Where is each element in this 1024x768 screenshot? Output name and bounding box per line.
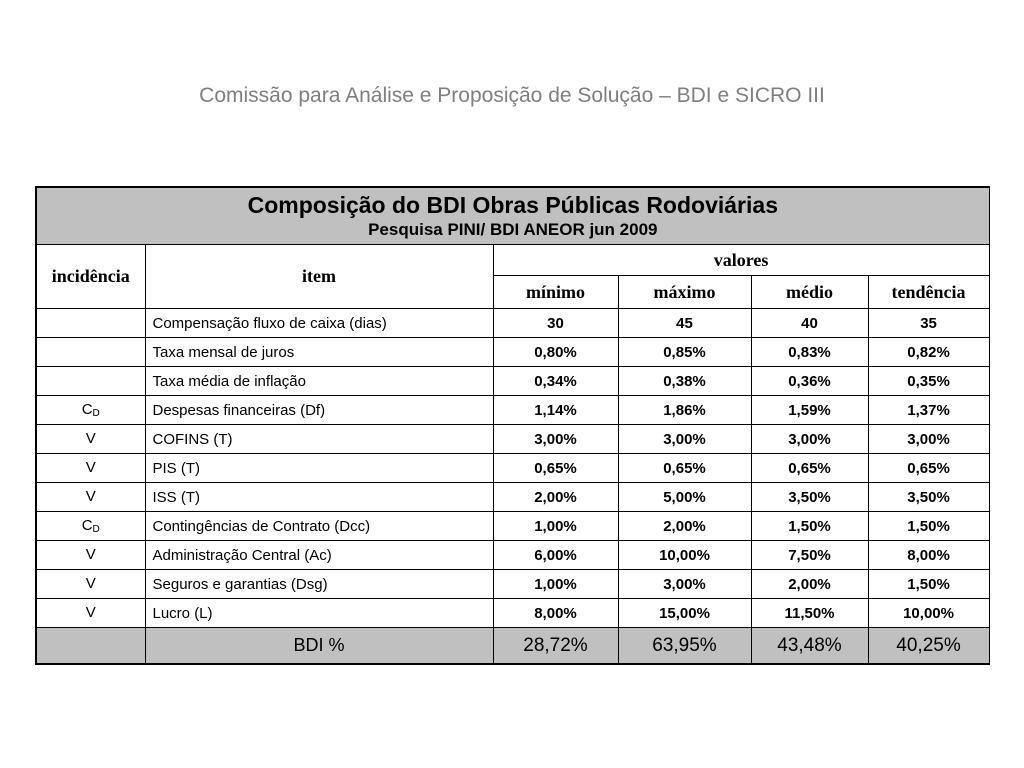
value-medio: 2,00% bbox=[751, 570, 868, 599]
item-cell: COFINS (T) bbox=[145, 425, 493, 454]
incidencia-value: V bbox=[85, 430, 96, 447]
incidencia-subscript: D bbox=[92, 408, 100, 419]
column-header-medio: médio bbox=[751, 276, 868, 309]
value-minimo: 0,34% bbox=[493, 367, 618, 396]
value-maximo: 0,65% bbox=[618, 454, 751, 483]
item-cell: Contingências de Contrato (Dcc) bbox=[145, 512, 493, 541]
value-minimo: 1,00% bbox=[493, 570, 618, 599]
value-maximo: 2,00% bbox=[618, 512, 751, 541]
table-row bbox=[36, 309, 989, 338]
incidencia-cell bbox=[36, 309, 145, 338]
column-header-maximo: máximo bbox=[618, 276, 751, 309]
incidencia-cell bbox=[36, 367, 145, 396]
value-medio: 0,36% bbox=[751, 367, 868, 396]
value-minimo: 30 bbox=[493, 309, 618, 338]
table-subtitle: Pesquisa PINI/ BDI ANEOR jun 2009 bbox=[368, 220, 658, 239]
column-header-tendencia: tendência bbox=[868, 276, 989, 309]
column-header-minimo: mínimo bbox=[493, 276, 618, 309]
value-minimo: 0,65% bbox=[493, 454, 618, 483]
incidencia-value: V bbox=[85, 488, 96, 505]
item-cell: Taxa média de inflação bbox=[145, 367, 493, 396]
table-row bbox=[36, 425, 989, 454]
value-tendencia: 0,35% bbox=[868, 367, 989, 396]
incidencia-cell bbox=[36, 338, 145, 367]
value-tendencia: 3,50% bbox=[868, 483, 989, 512]
table-row bbox=[36, 570, 989, 599]
incidencia-cell bbox=[36, 425, 145, 454]
item-cell: Seguros e garantias (Dsg) bbox=[145, 570, 493, 599]
incidencia-subscript: D bbox=[92, 524, 100, 535]
table-header bbox=[36, 187, 989, 245]
value-tendencia: 0,65% bbox=[868, 454, 989, 483]
value-medio: 3,50% bbox=[751, 483, 868, 512]
item-cell: ISS (T) bbox=[145, 483, 493, 512]
incidencia-cell bbox=[36, 396, 145, 425]
table-row bbox=[36, 367, 989, 396]
incidencia-value: V bbox=[85, 604, 96, 621]
incidencia-value: V bbox=[85, 459, 96, 476]
item-cell: Taxa mensal de juros bbox=[145, 338, 493, 367]
table-row bbox=[36, 483, 989, 512]
value-minimo: 6,00% bbox=[493, 541, 618, 570]
table-row bbox=[36, 512, 989, 541]
total-label: BDI % bbox=[145, 628, 493, 665]
value-minimo: 1,14% bbox=[493, 396, 618, 425]
total-minimo: 28,72% bbox=[493, 628, 618, 665]
total-maximo: 63,95% bbox=[618, 628, 751, 665]
value-maximo: 3,00% bbox=[618, 570, 751, 599]
value-medio: 40 bbox=[751, 309, 868, 338]
incidencia-value: C bbox=[81, 401, 93, 418]
value-tendencia: 1,37% bbox=[868, 396, 989, 425]
value-tendencia: 8,00% bbox=[868, 541, 989, 570]
total-row bbox=[36, 628, 989, 665]
value-minimo: 3,00% bbox=[493, 425, 618, 454]
value-medio: 1,50% bbox=[751, 512, 868, 541]
table-title: Composição do BDI Obras Públicas Rodoviárias bbox=[247, 192, 778, 218]
value-minimo: 0,80% bbox=[493, 338, 618, 367]
item-cell: PIS (T) bbox=[145, 454, 493, 483]
value-tendencia: 3,00% bbox=[868, 425, 989, 454]
incidencia-cell bbox=[36, 454, 145, 483]
item-cell: Lucro (L) bbox=[145, 599, 493, 628]
value-minimo: 8,00% bbox=[493, 599, 618, 628]
value-medio: 3,00% bbox=[751, 425, 868, 454]
value-maximo: 10,00% bbox=[618, 541, 751, 570]
slide-title: Comissão para Análise e Proposição de Solução – BDI e SICRO III bbox=[199, 84, 825, 107]
value-medio: 7,50% bbox=[751, 541, 868, 570]
table-row bbox=[36, 541, 989, 570]
value-tendencia: 10,00% bbox=[868, 599, 989, 628]
bdi-composition-table bbox=[35, 186, 990, 665]
total-medio: 43,48% bbox=[751, 628, 868, 665]
incidencia-cell bbox=[36, 512, 145, 541]
total-tendencia: 40,25% bbox=[868, 628, 989, 665]
table-row bbox=[36, 396, 989, 425]
value-medio: 0,83% bbox=[751, 338, 868, 367]
value-maximo: 0,38% bbox=[618, 367, 751, 396]
incidencia-value: V bbox=[85, 575, 96, 592]
item-cell: Administração Central (Ac) bbox=[145, 541, 493, 570]
total-empty-cell bbox=[36, 628, 145, 665]
incidencia-cell bbox=[36, 483, 145, 512]
table-row bbox=[36, 338, 989, 367]
value-tendencia: 35 bbox=[868, 309, 989, 338]
table-row bbox=[36, 599, 989, 628]
value-tendencia: 1,50% bbox=[868, 512, 989, 541]
value-tendencia: 1,50% bbox=[868, 570, 989, 599]
value-maximo: 5,00% bbox=[618, 483, 751, 512]
value-minimo: 2,00% bbox=[493, 483, 618, 512]
value-medio: 11,50% bbox=[751, 599, 868, 628]
incidencia-cell bbox=[36, 541, 145, 570]
value-maximo: 45 bbox=[618, 309, 751, 338]
item-cell: Despesas financeiras (Df) bbox=[145, 396, 493, 425]
column-header-incidencia: incidência bbox=[36, 245, 145, 309]
incidencia-cell bbox=[36, 599, 145, 628]
value-maximo: 15,00% bbox=[618, 599, 751, 628]
column-header-valores: valores bbox=[493, 245, 989, 276]
value-minimo: 1,00% bbox=[493, 512, 618, 541]
value-maximo: 3,00% bbox=[618, 425, 751, 454]
incidencia-value: V bbox=[85, 546, 96, 563]
table-row bbox=[36, 454, 989, 483]
item-cell: Compensação fluxo de caixa (dias) bbox=[145, 309, 493, 338]
incidencia-value: C bbox=[81, 517, 93, 534]
value-tendencia: 0,82% bbox=[868, 338, 989, 367]
value-medio: 1,59% bbox=[751, 396, 868, 425]
incidencia-cell bbox=[36, 570, 145, 599]
column-header-item: item bbox=[145, 245, 493, 309]
value-maximo: 0,85% bbox=[618, 338, 751, 367]
value-maximo: 1,86% bbox=[618, 396, 751, 425]
value-medio: 0,65% bbox=[751, 454, 868, 483]
